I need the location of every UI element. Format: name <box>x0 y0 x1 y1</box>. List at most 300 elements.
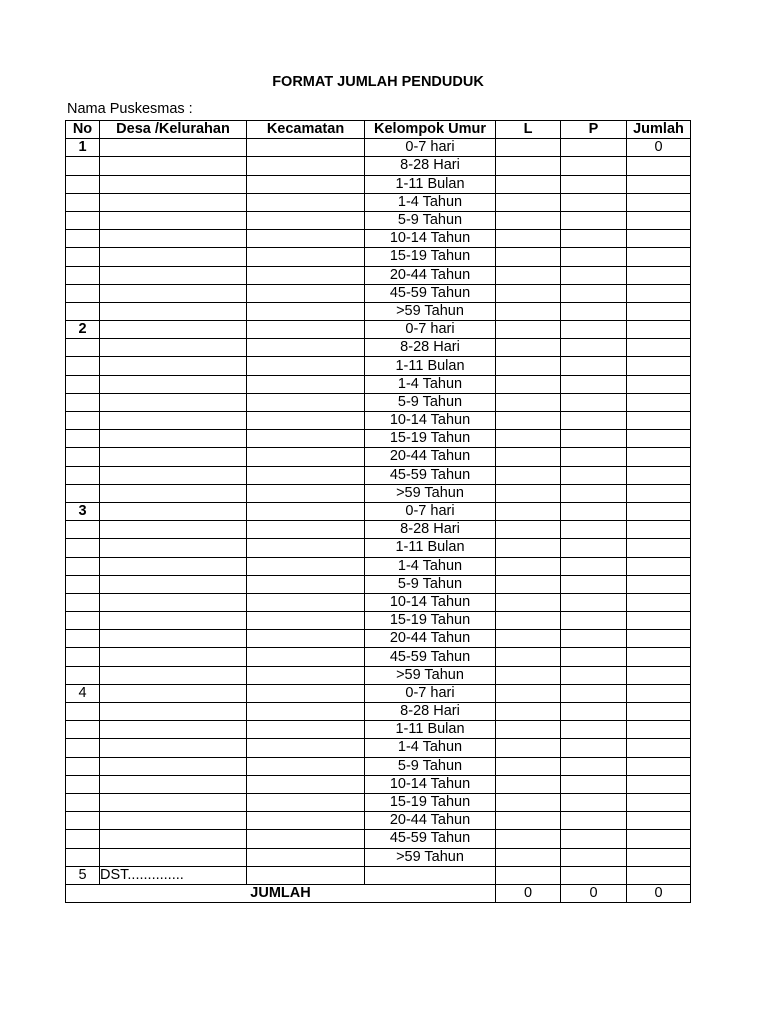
desa-cell <box>100 211 247 229</box>
kecamatan-cell <box>247 539 365 557</box>
l-cell <box>496 157 561 175</box>
p-cell <box>561 757 627 775</box>
dst-row <box>66 866 691 884</box>
dst-desa-cell: DST.............. <box>100 866 247 884</box>
p-cell <box>561 157 627 175</box>
desa-cell <box>100 175 247 193</box>
p-cell <box>561 684 627 702</box>
desa-cell <box>100 775 247 793</box>
desa-cell <box>100 430 247 448</box>
table-row <box>66 284 691 302</box>
table-row <box>66 739 691 757</box>
kecamatan-cell <box>247 393 365 411</box>
no-cell: 2 <box>66 321 100 339</box>
kecamatan-cell <box>247 375 365 393</box>
jumlah-cell <box>627 448 691 466</box>
desa-cell <box>100 739 247 757</box>
kelompok-umur-cell: 45-59 Tahun <box>365 284 496 302</box>
desa-cell <box>100 412 247 430</box>
jumlah-cell <box>627 684 691 702</box>
desa-cell <box>100 521 247 539</box>
kecamatan-cell <box>247 230 365 248</box>
no-cell <box>66 666 100 684</box>
kelompok-umur-cell: 45-59 Tahun <box>365 830 496 848</box>
p-cell <box>561 248 627 266</box>
l-cell <box>496 502 561 520</box>
header-p: P <box>561 121 627 139</box>
jumlah-cell <box>627 339 691 357</box>
p-cell <box>561 793 627 811</box>
l-cell <box>496 448 561 466</box>
kecamatan-cell <box>247 830 365 848</box>
l-cell <box>496 302 561 320</box>
l-cell <box>496 630 561 648</box>
kecamatan-cell <box>247 302 365 320</box>
l-cell <box>496 593 561 611</box>
kecamatan-cell <box>247 612 365 630</box>
kelompok-umur-cell: 0-7 hari <box>365 502 496 520</box>
table-row <box>66 448 691 466</box>
no-cell <box>66 302 100 320</box>
jumlah-cell <box>627 793 691 811</box>
table-row <box>66 230 691 248</box>
jumlah-cell <box>627 211 691 229</box>
no-cell <box>66 230 100 248</box>
dst-kelompok-cell <box>365 866 496 884</box>
p-cell <box>561 193 627 211</box>
table-row <box>66 630 691 648</box>
l-cell <box>496 612 561 630</box>
l-cell <box>496 557 561 575</box>
no-cell <box>66 211 100 229</box>
jumlah-cell <box>627 502 691 520</box>
kecamatan-cell <box>247 575 365 593</box>
kecamatan-cell <box>247 703 365 721</box>
kelompok-umur-cell: 20-44 Tahun <box>365 266 496 284</box>
no-cell <box>66 157 100 175</box>
no-cell <box>66 830 100 848</box>
desa-cell <box>100 575 247 593</box>
total-p-cell: 0 <box>561 884 627 902</box>
kelompok-umur-cell: 20-44 Tahun <box>365 630 496 648</box>
kelompok-umur-cell: >59 Tahun <box>365 484 496 502</box>
kecamatan-cell <box>247 466 365 484</box>
desa-cell <box>100 393 247 411</box>
kelompok-umur-cell: 5-9 Tahun <box>365 211 496 229</box>
desa-cell <box>100 666 247 684</box>
p-cell <box>561 612 627 630</box>
desa-cell <box>100 157 247 175</box>
p-cell <box>561 721 627 739</box>
l-cell <box>496 521 561 539</box>
kelompok-umur-cell: 5-9 Tahun <box>365 757 496 775</box>
header-desa: Desa /Kelurahan <box>100 121 247 139</box>
p-cell <box>561 466 627 484</box>
table-row <box>66 684 691 702</box>
l-cell <box>496 357 561 375</box>
desa-cell <box>100 539 247 557</box>
table-row <box>66 812 691 830</box>
p-cell <box>561 575 627 593</box>
p-cell <box>561 430 627 448</box>
p-cell <box>561 539 627 557</box>
header-l: L <box>496 121 561 139</box>
jumlah-cell <box>627 357 691 375</box>
desa-cell <box>100 630 247 648</box>
no-cell <box>66 521 100 539</box>
jumlah-cell <box>627 375 691 393</box>
p-cell <box>561 848 627 866</box>
l-cell <box>496 193 561 211</box>
kecamatan-cell <box>247 321 365 339</box>
table-row <box>66 193 691 211</box>
table-row <box>66 139 691 157</box>
p-cell <box>561 557 627 575</box>
kecamatan-cell <box>247 557 365 575</box>
kecamatan-cell <box>247 630 365 648</box>
kelompok-umur-cell: 1-11 Bulan <box>365 175 496 193</box>
no-cell <box>66 739 100 757</box>
p-cell <box>561 302 627 320</box>
desa-cell <box>100 193 247 211</box>
jumlah-cell <box>627 321 691 339</box>
l-cell <box>496 266 561 284</box>
table-row <box>66 757 691 775</box>
no-cell <box>66 612 100 630</box>
no-cell <box>66 339 100 357</box>
kecamatan-cell <box>247 211 365 229</box>
l-cell <box>496 466 561 484</box>
table-row <box>66 612 691 630</box>
table-row <box>66 593 691 611</box>
jumlah-cell <box>627 521 691 539</box>
desa-cell <box>100 593 247 611</box>
kecamatan-cell <box>247 593 365 611</box>
total-row <box>66 884 691 902</box>
no-cell <box>66 412 100 430</box>
table-row <box>66 357 691 375</box>
l-cell <box>496 721 561 739</box>
kelompok-umur-cell: 15-19 Tahun <box>365 430 496 448</box>
p-cell <box>561 448 627 466</box>
table-row <box>66 466 691 484</box>
no-cell <box>66 430 100 448</box>
kelompok-umur-cell: 45-59 Tahun <box>365 466 496 484</box>
l-cell <box>496 739 561 757</box>
no-cell <box>66 375 100 393</box>
table-header <box>66 121 691 139</box>
no-cell <box>66 793 100 811</box>
table-row <box>66 648 691 666</box>
table-row <box>66 775 691 793</box>
l-cell <box>496 757 561 775</box>
kecamatan-cell <box>247 521 365 539</box>
p-cell <box>561 630 627 648</box>
total-label: JUMLAH <box>66 884 496 902</box>
l-cell <box>496 648 561 666</box>
kecamatan-cell <box>247 648 365 666</box>
table-row <box>66 557 691 575</box>
no-cell <box>66 775 100 793</box>
no-cell <box>66 284 100 302</box>
table-row <box>66 248 691 266</box>
p-cell <box>561 339 627 357</box>
desa-cell <box>100 339 247 357</box>
p-cell <box>561 703 627 721</box>
table-row <box>66 339 691 357</box>
kecamatan-cell <box>247 484 365 502</box>
no-cell <box>66 703 100 721</box>
jumlah-cell <box>627 157 691 175</box>
desa-cell <box>100 757 247 775</box>
jumlah-cell <box>627 648 691 666</box>
no-cell: 1 <box>66 139 100 157</box>
kecamatan-cell <box>247 448 365 466</box>
jumlah-cell <box>627 775 691 793</box>
no-cell <box>66 557 100 575</box>
l-cell <box>496 575 561 593</box>
p-cell <box>561 739 627 757</box>
p-cell <box>561 211 627 229</box>
l-cell <box>496 775 561 793</box>
jumlah-cell <box>627 466 691 484</box>
p-cell <box>561 521 627 539</box>
jumlah-cell <box>627 757 691 775</box>
l-cell <box>496 793 561 811</box>
table-row <box>66 302 691 320</box>
jumlah-cell <box>627 830 691 848</box>
header-jumlah: Jumlah <box>627 121 691 139</box>
kelompok-umur-cell: 20-44 Tahun <box>365 812 496 830</box>
jumlah-cell <box>627 612 691 630</box>
p-cell <box>561 666 627 684</box>
kecamatan-cell <box>247 430 365 448</box>
p-cell <box>561 284 627 302</box>
header-kelompok-umur: Kelompok Umur <box>365 121 496 139</box>
p-cell <box>561 375 627 393</box>
desa-cell <box>100 848 247 866</box>
table-row <box>66 830 691 848</box>
l-cell <box>496 393 561 411</box>
p-cell <box>561 830 627 848</box>
no-cell <box>66 248 100 266</box>
table-footer <box>66 866 691 902</box>
jumlah-cell <box>627 630 691 648</box>
l-cell <box>496 848 561 866</box>
p-cell <box>561 175 627 193</box>
l-cell <box>496 284 561 302</box>
desa-cell <box>100 793 247 811</box>
desa-cell <box>100 484 247 502</box>
no-cell <box>66 721 100 739</box>
p-cell <box>561 484 627 502</box>
jumlah-cell <box>627 557 691 575</box>
l-cell <box>496 666 561 684</box>
jumlah-cell <box>627 412 691 430</box>
no-cell <box>66 848 100 866</box>
l-cell <box>496 703 561 721</box>
header-kecamatan: Kecamatan <box>247 121 365 139</box>
desa-cell <box>100 703 247 721</box>
dst-p-cell <box>561 866 627 884</box>
jumlah-cell <box>627 193 691 211</box>
kecamatan-cell <box>247 175 365 193</box>
dst-jumlah-cell <box>627 866 691 884</box>
jumlah-cell <box>627 539 691 557</box>
no-cell: 4 <box>66 684 100 702</box>
p-cell <box>561 393 627 411</box>
kecamatan-cell <box>247 775 365 793</box>
dst-kecamatan-cell <box>247 866 365 884</box>
table-row <box>66 721 691 739</box>
desa-cell <box>100 139 247 157</box>
jumlah-cell <box>627 302 691 320</box>
table-row <box>66 793 691 811</box>
no-cell <box>66 575 100 593</box>
kecamatan-cell <box>247 757 365 775</box>
table-row <box>66 211 691 229</box>
jumlah-cell <box>627 393 691 411</box>
kelompok-umur-cell: 1-4 Tahun <box>365 193 496 211</box>
table-row <box>66 375 691 393</box>
desa-cell <box>100 557 247 575</box>
no-cell <box>66 539 100 557</box>
desa-cell <box>100 248 247 266</box>
no-cell <box>66 630 100 648</box>
no-cell <box>66 484 100 502</box>
kecamatan-cell <box>247 502 365 520</box>
jumlah-cell <box>627 484 691 502</box>
p-cell <box>561 357 627 375</box>
kecamatan-cell <box>247 848 365 866</box>
kecamatan-cell <box>247 266 365 284</box>
l-cell <box>496 375 561 393</box>
jumlah-cell <box>627 666 691 684</box>
kelompok-umur-cell: 8-28 Hari <box>365 521 496 539</box>
jumlah-cell <box>627 848 691 866</box>
table-body <box>66 139 691 867</box>
jumlah-cell <box>627 812 691 830</box>
jumlah-cell <box>627 175 691 193</box>
dst-no-cell: 5 <box>66 866 100 884</box>
kelompok-umur-cell: 8-28 Hari <box>365 157 496 175</box>
table-row <box>66 266 691 284</box>
desa-cell <box>100 448 247 466</box>
header-row <box>66 121 691 139</box>
desa-cell <box>100 612 247 630</box>
jumlah-cell <box>627 739 691 757</box>
table-row <box>66 539 691 557</box>
kelompok-umur-cell: 10-14 Tahun <box>365 412 496 430</box>
kecamatan-cell <box>247 812 365 830</box>
table-row <box>66 393 691 411</box>
l-cell <box>496 812 561 830</box>
p-cell <box>561 139 627 157</box>
jumlah-cell <box>627 284 691 302</box>
kelompok-umur-cell: 15-19 Tahun <box>365 612 496 630</box>
kelompok-umur-cell: 5-9 Tahun <box>365 393 496 411</box>
l-cell <box>496 321 561 339</box>
no-cell <box>66 266 100 284</box>
kelompok-umur-cell: 8-28 Hari <box>365 339 496 357</box>
desa-cell <box>100 321 247 339</box>
desa-cell <box>100 648 247 666</box>
table-row <box>66 666 691 684</box>
no-cell <box>66 648 100 666</box>
l-cell <box>496 430 561 448</box>
no-cell <box>66 757 100 775</box>
l-cell <box>496 412 561 430</box>
l-cell <box>496 830 561 848</box>
desa-cell <box>100 721 247 739</box>
kelompok-umur-cell: >59 Tahun <box>365 302 496 320</box>
kelompok-umur-cell: 15-19 Tahun <box>365 793 496 811</box>
population-table <box>65 120 691 903</box>
kelompok-umur-cell: 0-7 hari <box>365 684 496 702</box>
no-cell <box>66 175 100 193</box>
desa-cell <box>100 830 247 848</box>
l-cell <box>496 339 561 357</box>
kelompok-umur-cell: 0-7 hari <box>365 139 496 157</box>
kecamatan-cell <box>247 412 365 430</box>
no-cell <box>66 393 100 411</box>
kecamatan-cell <box>247 684 365 702</box>
table-row <box>66 521 691 539</box>
jumlah-cell <box>627 248 691 266</box>
kecamatan-cell <box>247 666 365 684</box>
total-jumlah-cell: 0 <box>627 884 691 902</box>
jumlah-cell <box>627 575 691 593</box>
kelompok-umur-cell: 10-14 Tahun <box>365 593 496 611</box>
kelompok-umur-cell: >59 Tahun <box>365 666 496 684</box>
p-cell <box>561 412 627 430</box>
page-title: FORMAT JUMLAH PENDUDUK <box>272 74 484 90</box>
p-cell <box>561 648 627 666</box>
kelompok-umur-cell: 1-4 Tahun <box>365 557 496 575</box>
desa-cell <box>100 230 247 248</box>
kelompok-umur-cell: 20-44 Tahun <box>365 448 496 466</box>
p-cell <box>561 593 627 611</box>
jumlah-cell <box>627 430 691 448</box>
no-cell <box>66 466 100 484</box>
table-row <box>66 502 691 520</box>
jumlah-cell <box>627 721 691 739</box>
table-row <box>66 484 691 502</box>
kelompok-umur-cell: 1-4 Tahun <box>365 739 496 757</box>
header-no: No <box>66 121 100 139</box>
kecamatan-cell <box>247 721 365 739</box>
l-cell <box>496 211 561 229</box>
puskesmas-name-label: Nama Puskesmas : <box>67 101 193 117</box>
p-cell <box>561 502 627 520</box>
p-cell <box>561 230 627 248</box>
kelompok-umur-cell: 10-14 Tahun <box>365 230 496 248</box>
kecamatan-cell <box>247 793 365 811</box>
kelompok-umur-cell: 0-7 hari <box>365 321 496 339</box>
kecamatan-cell <box>247 339 365 357</box>
l-cell <box>496 230 561 248</box>
table-row <box>66 430 691 448</box>
no-cell <box>66 193 100 211</box>
desa-cell <box>100 466 247 484</box>
kecamatan-cell <box>247 248 365 266</box>
l-cell <box>496 539 561 557</box>
kelompok-umur-cell: 1-4 Tahun <box>365 375 496 393</box>
total-l-cell: 0 <box>496 884 561 902</box>
kecamatan-cell <box>247 139 365 157</box>
kelompok-umur-cell: 8-28 Hari <box>365 703 496 721</box>
p-cell <box>561 775 627 793</box>
